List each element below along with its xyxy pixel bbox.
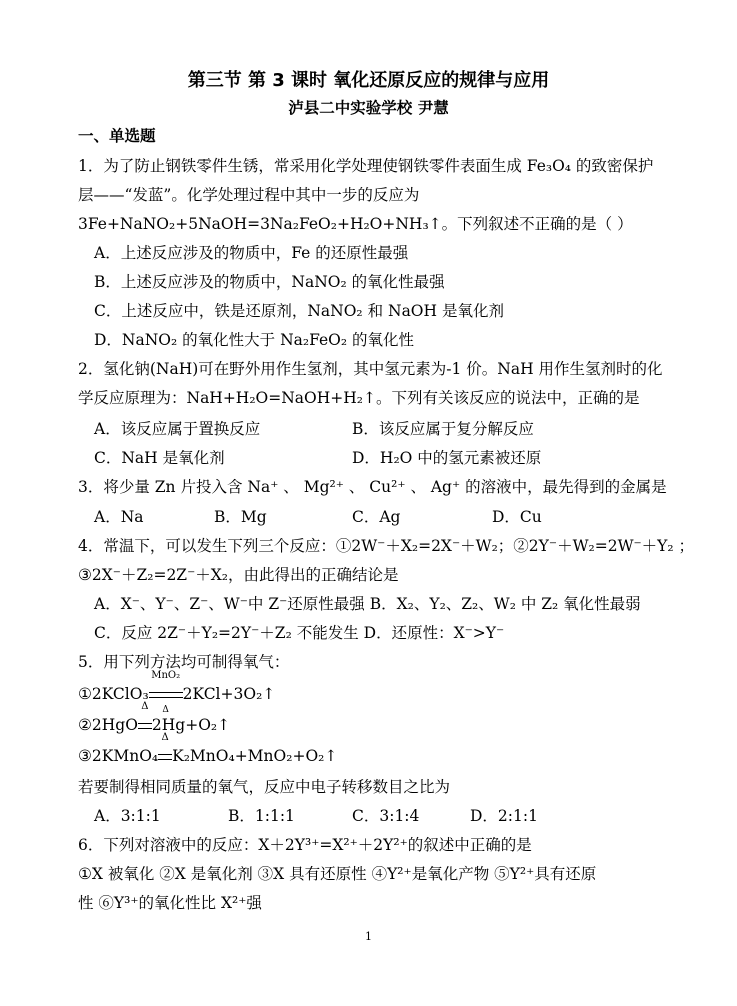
q5-option-b: B．1:1:1 [228,807,295,825]
q1-stem-line-1: 1．为了防止钢铁零件生锈，常采用化学处理使钢铁零件表面生成 Fe₃O₄ 的致密保护 [78,157,654,175]
q3-option-c: C．Ag [352,508,401,526]
q5-stem-line-1: 5．用下列方法均可制得氧气： [78,653,290,671]
q5-reaction-2 [78,701,231,736]
q4-options-ab: A．X⁻、Y⁻、Z⁻、W⁻中 Z⁻还原性最强 B．X₂、Y₂、Z₂、W₂ 中 Z₂ 氧化性最弱 [94,595,641,613]
q4-options-cd: C．反应 2Z⁻＋Y₂=2Y⁻＋Z₂ 不能发生 D．还原性：X⁻>Y⁻ [94,624,505,642]
q5-option-c: C．3:1:4 [352,807,420,825]
q6-stem-line-1: 6．下列对溶液中的反应：X＋2Y³⁺=X²⁺＋2Y²⁺的叙述中正确的是 [78,836,532,854]
q2-stem-line-1: 2．氢化钠(NaH)可在野外用作生氢剂，其中氢元素为-1 价。NaH 用作生氢剂时的化 [78,360,663,378]
q2-option-b: B．该反应属于复分解反应 [352,420,534,438]
double-bar-sign [138,723,152,729]
double-bar-sign [158,754,172,760]
reaction-3-product: K₂MnO₄+MnO₂+O₂↑ [172,747,338,765]
q4-stem-line-2: ③2X⁻＋Z₂=2Z⁻＋X₂，由此得出的正确结论是 [78,566,399,584]
reaction-1-catalyst: MnO₂ [151,670,181,681]
q1-stem-line-3: 3Fe+NaNO₂+5NaOH=3Na₂FeO₂+H₂O+NH₃↑。下列叙述不正确的是（ ） [78,215,633,233]
q2-option-a: A．该反应属于置换反应 [94,420,261,438]
q1-option-d: D．NaNO₂ 的氧化性大于 Na₂FeO₂ 的氧化性 [94,331,415,349]
section-heading: 一、单选题 [78,127,156,145]
q5-option-a: A．3:1:1 [94,807,161,825]
reaction-1-product: 2KCl+3O₂↑ [182,685,276,703]
document-title: 第三节 第 3 课时 氧化还原反应的规律与应用 [187,70,550,91]
reaction-2-reactant: ②2HgO [78,716,138,734]
reaction-3-reactant: ③2KMnO₄ [78,747,159,765]
reaction-3-condition-sign [158,732,172,767]
reaction-3-heat: Δ [161,732,169,743]
q1-option-b: B．上述反应涉及的物质中，NaNO₂ 的氧化性最强 [94,273,445,291]
author-line: 泸县二中实验学校 尹慧 [288,99,449,117]
q6-stem-line-2: ①X 被氧化 ②X 是氧化剂 ③X 具有还原性 ④Y²⁺是氧化产物 ⑤Y²⁺具有还原 [78,865,597,883]
reaction-2-condition-sign [138,701,152,736]
q3-option-b: B．Mg [214,508,267,526]
q6-stem-line-3: 性 ⑥Y³⁺的氧化性比 X²⁺强 [78,894,262,912]
reaction-2-product: 2Hg+O₂↑ [151,716,231,734]
page-number: 1 [365,930,372,943]
q1-option-c: C．上述反应中，铁是还原剂，NaNO₂ 和 NaOH 是氧化剂 [94,302,504,320]
double-bar-sign [149,692,183,698]
q5-reaction-1 [78,670,276,715]
q5-reaction-3 [78,732,338,767]
reaction-2-heat: Δ [141,701,149,712]
q2-option-d: D．H₂O 中的氢元素被还原 [352,449,542,467]
q4-stem-line-1: 4．常温下，可以发生下列三个反应：①2W⁻＋X₂=2X⁻＋W₂；②2Y⁻＋W₂=2W⁻＋Y₂ ； [78,537,695,555]
q3-option-d: D．Cu [492,508,542,526]
q2-stem-line-2: 学反应原理为：NaH+H₂O=NaOH+H₂↑。下列有关该反应的说法中，正确的是 [78,389,640,407]
reaction-1-reactant: ①2KClO₃ [78,685,149,703]
q3-stem-line-1: 3．将少量 Zn 片投入含 Na⁺ 、 Mg²⁺ 、 Cu²⁺ 、 Ag⁺ 的溶液中，最先得到的金属是 [78,478,667,496]
reaction-1-condition-sign [149,670,183,715]
q5-stem-line-5: 若要制得相同质量的氧气，反应中电子转移数目之比为 [78,778,451,796]
q5-option-d: D．2:1:1 [470,807,538,825]
q1-option-a: A．上述反应涉及的物质中，Fe 的还原性最强 [94,244,409,262]
q2-option-c: C．NaH 是氧化剂 [94,449,225,467]
q3-option-a: A．Na [94,508,144,526]
q1-stem-line-2: 层——“发蓝”。化学处理过程中其中一步的反应为 [78,186,420,204]
reaction-1-heat: Δ [162,705,169,715]
